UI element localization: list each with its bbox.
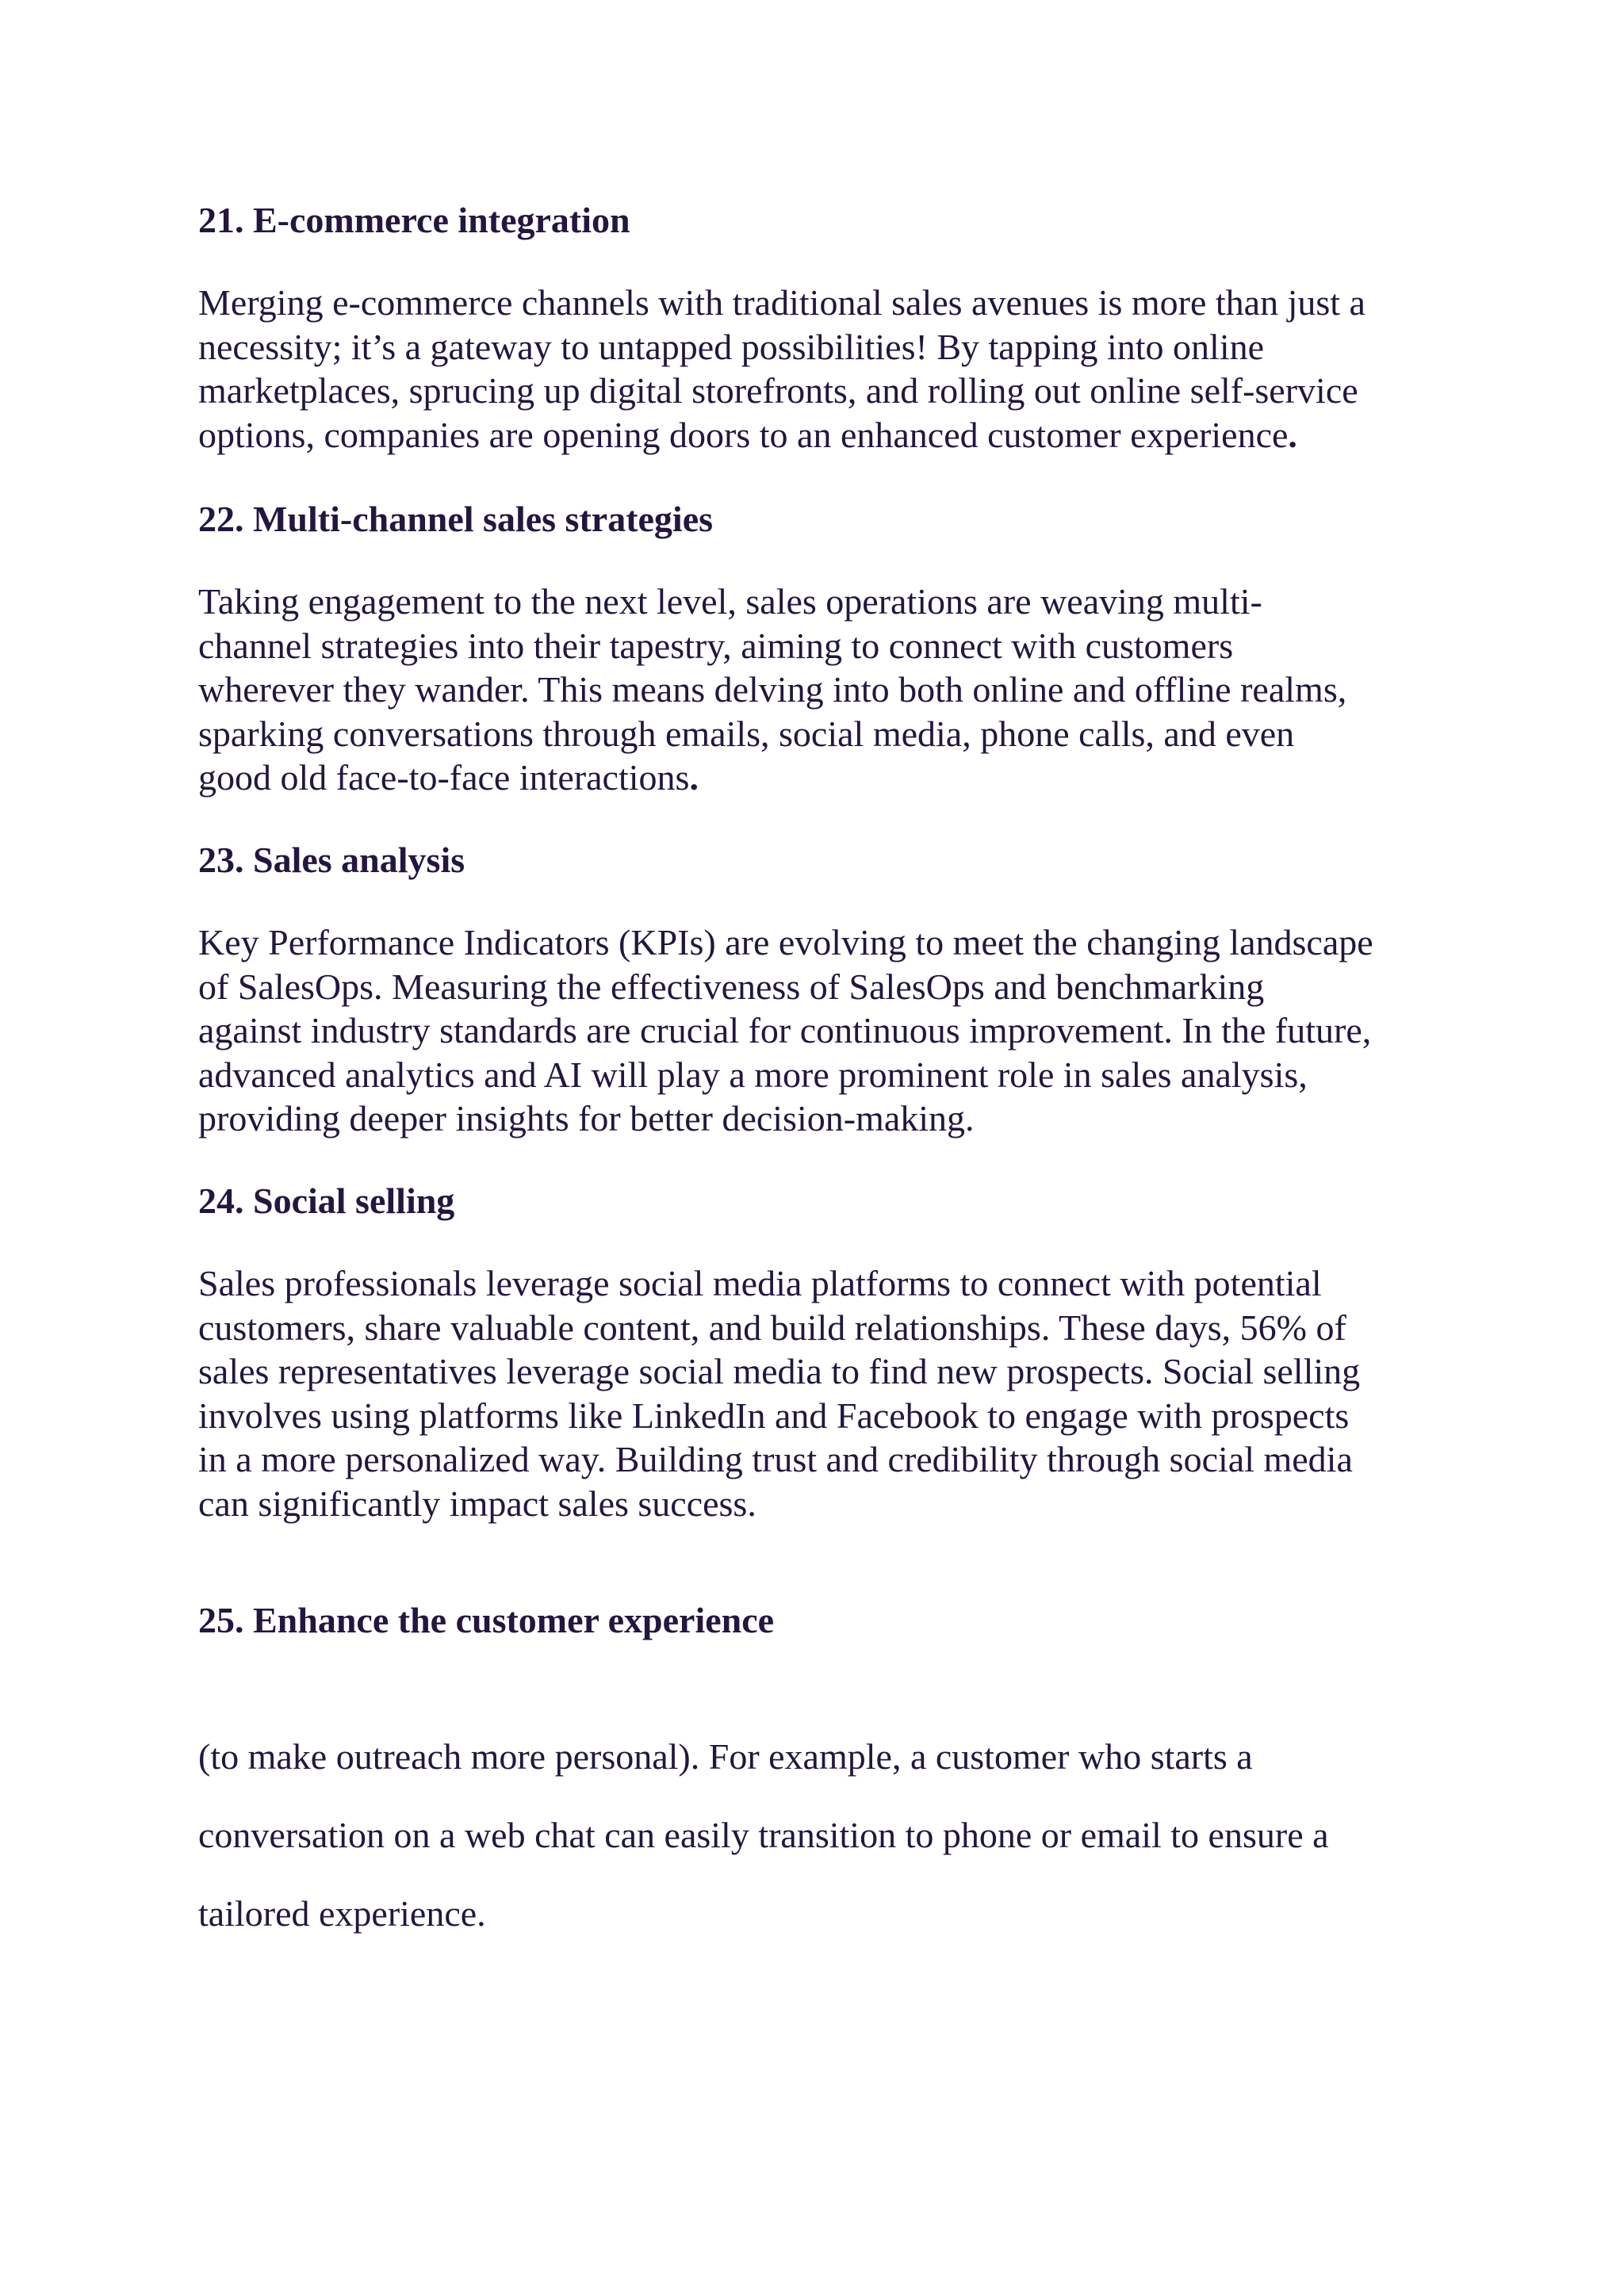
paragraph-line: against industry standards are crucial for continuous improvement. In the future, [198, 1010, 1372, 1050]
section-heading: 24. Social selling [198, 1181, 455, 1221]
bold-period: . [1288, 414, 1297, 455]
paragraph-line: customers, share valuable content, and build relationships. These days, 56% of [198, 1307, 1346, 1348]
paragraph-line: channel strategies into their tapestry, aiming to connect with customers [198, 625, 1234, 666]
paragraph-line: providing deeper insights for better decision-making. [198, 1098, 975, 1138]
section-heading: 21. E-commerce integration [198, 200, 630, 240]
paragraph-line: in a more personalized way. Building trust and credibility through social media [198, 1439, 1353, 1479]
paragraph-line: Taking engagement to the next level, sales operations are weaving multi- [198, 581, 1262, 622]
section-paragraph [198, 1261, 1360, 1525]
paragraph-line: tailored experience. [198, 1893, 486, 1934]
section-paragraph [198, 281, 1365, 457]
section-heading: 25. Enhance the customer experience [198, 1600, 775, 1640]
paragraph-line: Merging e-commerce channels with traditional sales avenues is more than just a [198, 282, 1365, 323]
paragraph-line: necessity; it’s a gateway to untapped possibilities! By tapping into online [198, 326, 1265, 367]
section-heading: 22. Multi-channel sales strategies [198, 499, 714, 539]
paragraph-line: wherever they wander. This means delving into both online and offline realms, [198, 669, 1347, 710]
paragraph-line: advanced analytics and AI will play a more prominent role in sales analysis, [198, 1054, 1308, 1095]
paragraph-line: (to make outreach more personal). For example, a customer who starts a [198, 1736, 1253, 1777]
paragraph-line: involves using platforms like LinkedIn and Facebook to engage with prospects [198, 1395, 1350, 1436]
section-paragraph [198, 1717, 1329, 1953]
paragraph-line-last: good old face-to-face interactions. [198, 757, 699, 798]
paragraph-line: sparking conversations through emails, social media, phone calls, and even [198, 713, 1295, 754]
section-paragraph [198, 920, 1373, 1141]
section-heading: 23. Sales analysis [198, 840, 465, 880]
paragraph-line: Key Performance Indicators (KPIs) are evolving to meet the changing landscape [198, 922, 1373, 962]
paragraph-line: can significantly impact sales success. [198, 1483, 756, 1524]
paragraph-line: Sales professionals leverage social media platforms to connect with potential [198, 1263, 1322, 1303]
paragraph-line: marketplaces, sprucing up digital storefronts, and rolling out online self-service [198, 370, 1358, 411]
paragraph-line: of SalesOps. Measuring the effectiveness of SalesOps and benchmarking [198, 966, 1265, 1007]
paragraph-line: conversation on a web chat can easily transition to phone or email to ensure a [198, 1815, 1329, 1855]
paragraph-line-last: options, companies are opening doors to an enhanced customer experience. [198, 414, 1297, 455]
section-paragraph [198, 580, 1346, 800]
paragraph-line: sales representatives leverage social media to find new prospects. Social selling [198, 1351, 1361, 1391]
bold-period: . [689, 757, 699, 798]
